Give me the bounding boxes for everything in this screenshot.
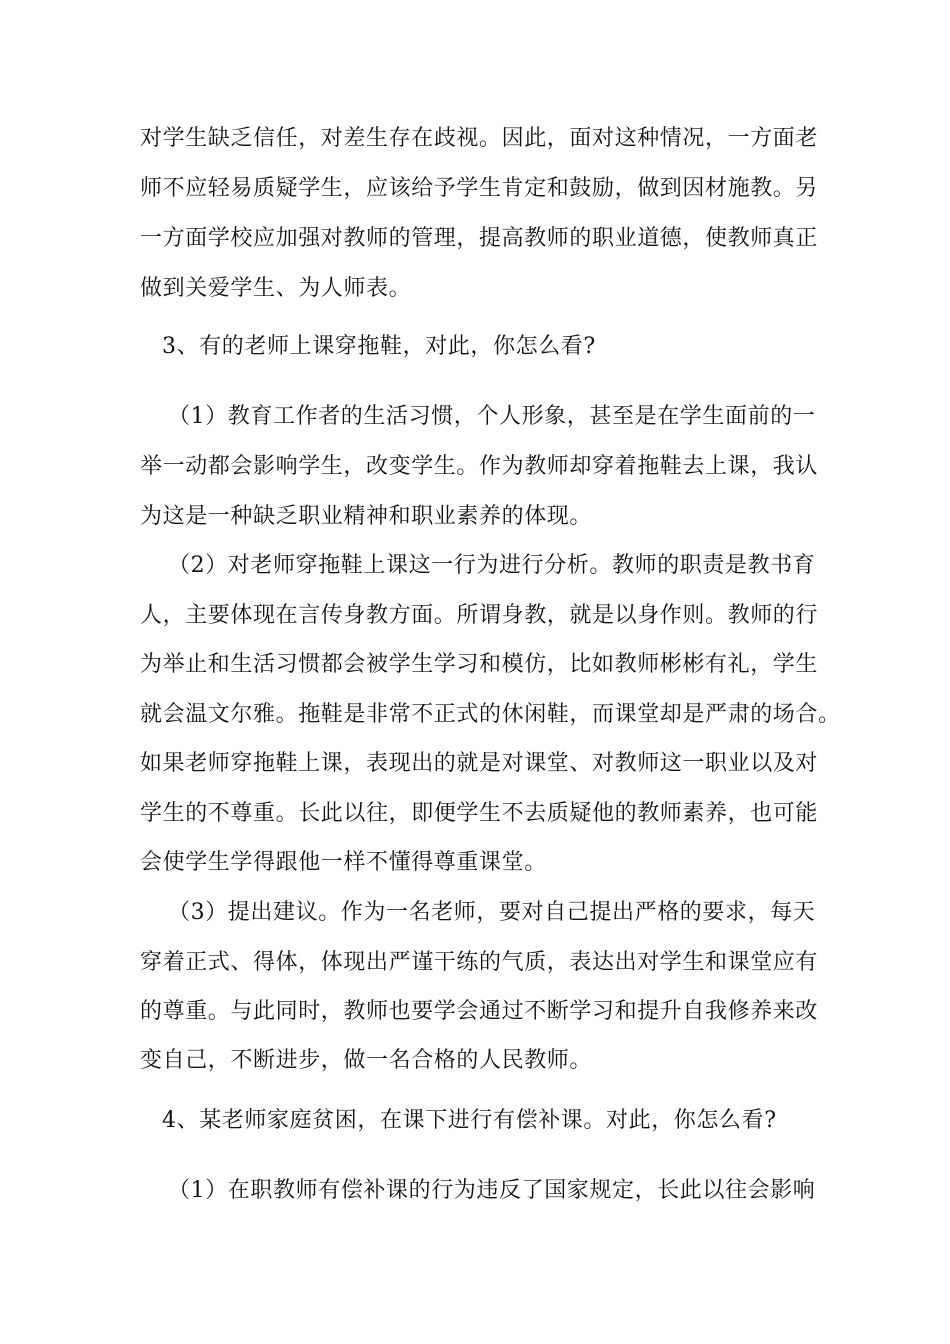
q3-point2-line: 会使学生学得跟他一样不懂得尊重课堂。 [140,850,547,875]
q3-point1-line: 举一动都会影响学生，改变学生。作为教师却穿着拖鞋去上课，我认 [140,454,819,479]
q3-point3-line: （3）提出建议。作为一名老师，要对自己提出严格的要求，每天 [168,900,816,925]
paragraph-line: 一方面学校应加强对教师的管理，提高教师的职业道德，使教师真正 [140,226,819,251]
question-4-heading: 4、某老师家庭贫困，在课下进行有偿补课。对此，你怎么看? [162,1108,777,1133]
q3-point1-line: （1）教育工作者的生活习惯，个人形象，甚至是在学生面前的一 [168,404,816,429]
paragraph-line: 对学生缺乏信任，对差生存在歧视。因此，面对这种情况，一方面老 [140,126,819,151]
paragraph-line: 做到关爱学生、为人师表。 [140,276,412,301]
question-3-heading: 3、有的老师上课穿拖鞋，对此，你怎么看? [162,334,596,359]
q3-point1-line: 为这是一种缺乏职业精神和职业素养的体现。 [140,504,593,529]
q3-point3-line: 穿着正式、得体，体现出严谨干练的气质，表达出对学生和课堂应有 [140,950,819,975]
q3-point2-line: 就会温文尔雅。拖鞋是非常不正式的休闲鞋，而课堂却是严肃的场合。 [140,702,841,727]
q3-point2-line: （2）对老师穿拖鞋上课这一行为进行分析。教师的职责是教书育 [168,553,816,578]
q3-point3-line: 变自己，不断进步，做一名合格的人民教师。 [140,1048,593,1073]
q3-point2-line: 人，主要体现在言传身教方面。所谓身教，就是以身作则。教师的行 [140,603,819,628]
q3-point3-line: 的尊重。与此同时，教师也要学会通过不断学习和提升自我修养来改 [140,999,819,1024]
paragraph-line: 师不应轻易质疑学生，应该给予学生肯定和鼓励，做到因材施教。另 [140,176,819,201]
q3-point2-line: 学生的不尊重。长此以往，即便学生不去质疑他的教师素养，也可能 [140,801,819,826]
q3-point2-line: 为举止和生活习惯都会被学生学习和模仿，比如教师彬彬有礼，学生 [140,652,819,677]
q3-point2-line: 如果老师穿拖鞋上课，表现出的就是对课堂、对教师这一职业以及对 [140,751,819,776]
q4-point1-line: （1）在职教师有偿补课的行为违反了国家规定，长此以往会影响 [168,1178,816,1203]
